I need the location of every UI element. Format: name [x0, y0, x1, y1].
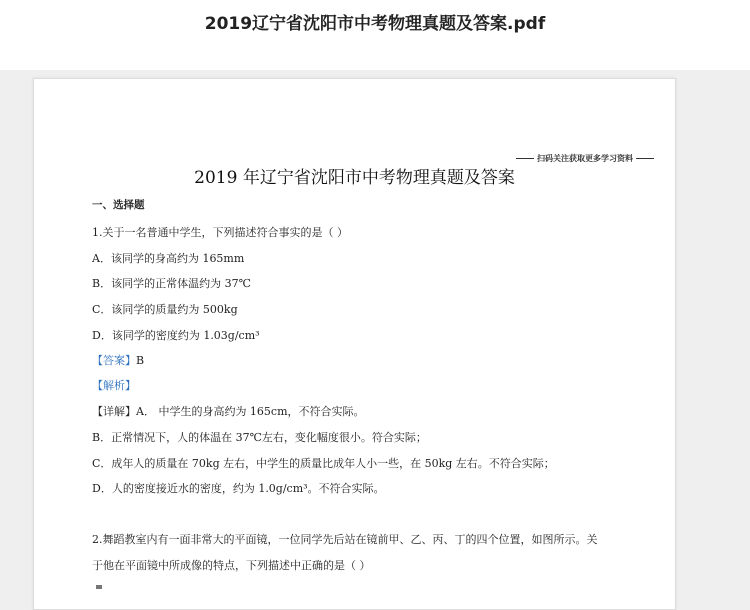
q1-stem: 1.关于一名普通中学生，下列描述符合事实的是（ ） — [92, 226, 348, 239]
pdf-page[interactable] — [33, 78, 676, 610]
header-note-text: 扫码关注获取更多学习资料 — [537, 154, 633, 163]
q1-option-d: D．该同学的密度约为 1.03g/cm³ — [92, 329, 260, 342]
answer-value: B — [136, 354, 145, 367]
detail-label: 【详解】 — [92, 405, 136, 418]
analysis-label: 【解析】 — [92, 379, 136, 392]
q1-detail-c: C．成年人的质量在 70kg 左右，中学生的质量比成年人小一些，在 50kg 左右。不符合实际； — [92, 457, 555, 470]
q2-stem-line2: 于他在平面镜中所成像的特点，下列描述中正确的是（ ） — [92, 559, 371, 572]
figure-image-placeholder — [96, 585, 102, 589]
header-rule-right — [636, 158, 654, 159]
q1-option-b: B．该同学的正常体温约为 37℃ — [92, 277, 251, 290]
q1-detail-b: B．正常情况下，人的体温在 37℃左右，变化幅度很小。符合实际； — [92, 431, 427, 444]
file-title: 2019辽宁省沈阳市中考物理真题及答案.pdf — [204, 14, 546, 34]
section-heading: 一、选择题 — [92, 199, 145, 211]
q1-detail-d: D．人的密度接近水的密度，约为 1.0g/cm³。不符合实际。 — [92, 482, 385, 495]
q1-option-a: A．该同学的身高约为 165mm — [92, 252, 245, 265]
answer-label: 【答案】 — [92, 354, 136, 367]
document-title: 2019 年辽宁省沈阳市中考物理真题及答案 — [194, 168, 515, 188]
q1-answer — [92, 352, 144, 368]
header-rule-left — [516, 158, 534, 159]
viewer-topbar — [0, 0, 750, 70]
q1-detail-a — [92, 403, 365, 419]
q1-option-c: C．该同学的质量约为 500kg — [92, 303, 238, 316]
detail-a-text: A． 中学生的身高约为 165cm，不符合实际。 — [136, 405, 365, 418]
q2-stem-line1: 2.舞蹈教室内有一面非常大的平面镜，一位同学先后站在镜前甲、乙、丙、丁的四个位置，如图所示。关 — [92, 533, 598, 546]
